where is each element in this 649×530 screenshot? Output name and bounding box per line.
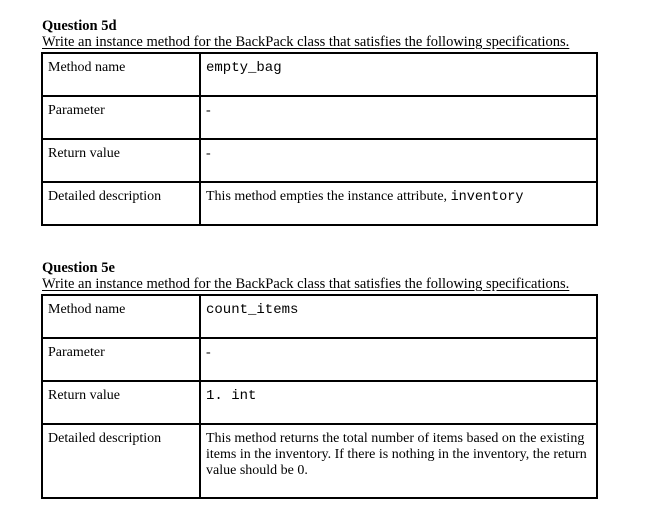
parameter-value: - — [200, 96, 597, 139]
table-row — [42, 424, 597, 498]
table-row — [42, 338, 597, 381]
question-5e-section — [40, 260, 600, 499]
specification-table — [41, 294, 598, 499]
table-row — [42, 295, 597, 338]
table-row — [42, 53, 597, 96]
method-name-label: Method name — [42, 295, 200, 338]
return-value: 1. int — [200, 381, 597, 424]
return-value: - — [200, 139, 597, 182]
parameter-label: Parameter — [42, 338, 200, 381]
table-row — [42, 182, 597, 225]
detailed-description: This method returns the total number of items based on the existing items in the inventory. If there is nothing in the inventory, the return value should be 0. — [200, 424, 597, 498]
question-instruction: Write an instance method for the BackPack class that satisfies the following specifications. — [42, 34, 570, 50]
specification-table — [41, 52, 598, 226]
description-text: This method empties the instance attribute, — [206, 189, 451, 204]
table-row — [42, 96, 597, 139]
table-row — [42, 139, 597, 182]
return-value-label: Return value — [42, 381, 200, 424]
method-name-value: empty_bag — [200, 53, 597, 96]
return-value-label: Return value — [42, 139, 200, 182]
question-instruction: Write an instance method for the BackPack class that satisfies the following specifications. — [42, 276, 570, 292]
detailed-description — [200, 182, 597, 225]
description-code: inventory — [450, 190, 524, 205]
detailed-description-label: Detailed description — [42, 424, 200, 498]
method-name-value: count_items — [200, 295, 597, 338]
question-title: Question 5e — [42, 260, 115, 276]
detailed-description-label: Detailed description — [42, 182, 200, 225]
question-title: Question 5d — [42, 18, 117, 34]
question-5d-section — [40, 18, 600, 226]
method-name-label: Method name — [42, 53, 200, 96]
parameter-label: Parameter — [42, 96, 200, 139]
parameter-value: - — [200, 338, 597, 381]
table-row — [42, 381, 597, 424]
